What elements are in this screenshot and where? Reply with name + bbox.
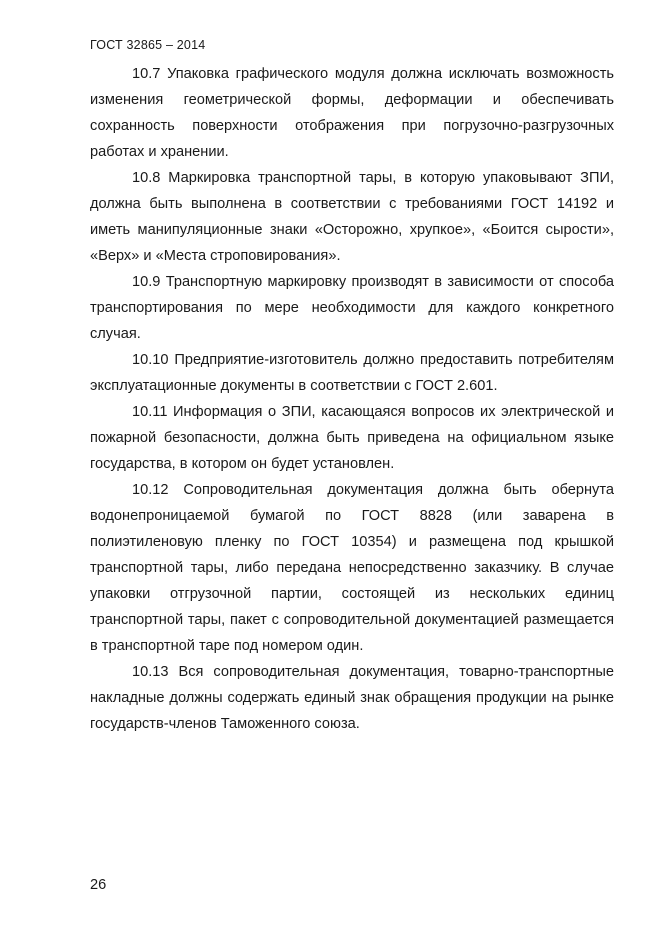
paragraph-10-10: 10.10 Предприятие-изготовитель должно предоставить потребителям эксплуатационные документы в соответствии с ГОСТ 2.601. (90, 352, 614, 394)
paragraph-10-12: 10.12 Сопроводительная документация должна быть обернута водонепроницаемой бумагой по ГОСТ 8828 (или заварена в полиэтиленовую пленку по ГОСТ 10354) и размещена под крышкой транспортной тары, либо передана непосредственно заказчику. В случае упаковки отгрузочной партии, состоящей из нескольких единиц транспортной тары, пакет с сопроводительной документацией размещается в транспортной таре под номером один. (90, 482, 614, 654)
paragraph-10-11: 10.11 Информация о ЗПИ, касающаяся вопросов их электрической и пожарной безопасности, должна быть приведена на официальном языке государства, в котором он будет установлен. (90, 404, 614, 472)
document-body (90, 61, 614, 737)
paragraph-10-13: 10.13 Вся сопроводительная документация, товарно-транспортные накладные должны содержать единый знак обращения продукции на рынке государств-членов Таможенного союза. (90, 664, 614, 732)
paragraph-10-7: 10.7 Упаковка графического модуля должна исключать возможность изменения геометрической формы, деформации и обеспечивать сохранность поверхности отображения при погрузочно-разгрузочных работах и хранении. (90, 66, 614, 160)
paragraph-10-9: 10.9 Транспортную маркировку производят в зависимости от способа транспортирования по мере необходимости для каждого конкретного случая. (90, 274, 614, 342)
paragraph-10-8: 10.8 Маркировка транспортной тары, в которую упаковывают ЗПИ, должна быть выполнена в соответствии с требованиями ГОСТ 14192 и иметь манипуляционные знаки «Осторожно, хрупкое», «Боится сырости», «Верх» и «Места строповирования». (90, 170, 614, 264)
document-header: ГОСТ 32865 – 2014 (90, 38, 206, 52)
page-number: 26 (90, 877, 107, 893)
